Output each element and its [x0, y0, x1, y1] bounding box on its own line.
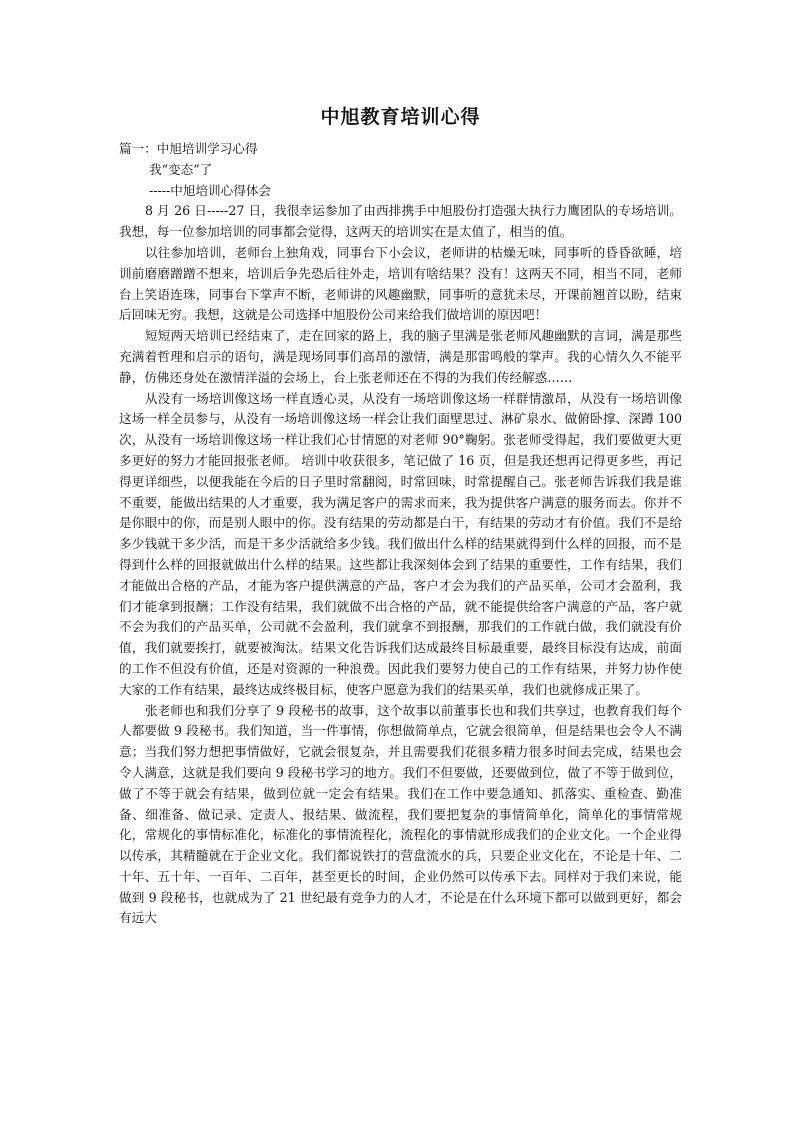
paragraph-3: 短短两天培训已经结束了，走在回家的路上，我的脑子里满是张老师风趣幽默的言词，满是那些充满着哲理和启示的语句，满是现场同事们高昂的激情，满是那雷鸣般的掌声。我的心情久久不能平静，仿佛还身处在激情洋溢的会场上，台上张老师还在不得的为我们传经解惑……: [119, 328, 682, 385]
paragraph-5: 张老师也和我们分享了 9 段秘书的故事，这个故事以前董事长也和我们共享过，也教育我们每个人都要做 9 段秘书。我们知道，当一件事情，你想做简单点，它就会很简单，但是结果也会令人不满意；当我们努力想把事情做好，它就会很复杂，并且需要我们花很多精力很多时间去完成，结果也会令人满意，这就是我们要向 9 段秘书学习的地方。我们不但要做，还要做到位，做了不等于做到位，做了不等于就会有结果，做到位就一定会有结果。我们在工作中要急通知、抓落实、重检查、勤准备、细准备、做记录、定责人、报结果、做流程，我们要把复杂的事情简单化，简单化的事情常规化，常规化的事情标准化，标准化的事情流程化，流程化的事情就形成我们的企业文化。一个企业得以传承，其精髓就在于企业文化。我们都说铁打的营盘流水的兵，只要企业文化在，不论是十年、二十年、五十年、一百年、二百年，甚至更长的时间，企业仍然可以传承下去。同样对于我们来说，能做到 9 段秘书，也就成为了 21 世纪最有竞争力的人才，不论是在什么环境下都可以做到更好，都会有远大: [119, 702, 682, 926]
paragraph-2: 以往参加培训，老师台上独角戏，同事台下小会议，老师讲的枯燥无味，同事听的昏昏欲睡，培训前磨磨蹭蹭不想来，培训后争先恐后往外走，培训有啥结果？没有！这两天不同，相当不同，老师台上笑语连珠，同事台下掌声不断，老师讲的风趣幽默，同事听的意犹未尽，开课前翘首以盼，结束后回味无穷。我想，这就是公司选择中旭股份公司来给我们做培训的原因吧！: [119, 244, 682, 323]
paragraph-4: 从没有一场培训像这场一样直透心灵，从没有一场培训像这场一样群情激昂，从没有一场培训像这场一样全员参与，从没有一场培训像这场一样会让我们面壁思过、淋矿泉水、做俯卧撑、深蹲 100 次，从没有一场培训像这场一样让我们心甘情愿的对老师 90°鞠躬。张老师受得起，我们要做更大更多更好的努力才能回报张老师。 培训中收获很多，笔记做了 16 页，但是我还想再记得更多些，再记得更详细些，以便我能在今后的日子里时常翻阅，时常回味，时常提醒自己。张老师告诉我们我是谁不重要，能做出结果的人才重要，我为满足客户的需求而来，我为提供客户满意的服务而去。你并不是你眼中的你，而是别人眼中的你。没有结果的劳动都是白干，有结果的劳动才有价值。我们不是给多少钱就干多少活，而是干多少活就给多少钱。我们做出什么样的结果就得到什么样的回报，而不是得到什么样的回报就做出什么样的结果。这些都让我深刻体会到了结果的重要性，工作有结果，我们才能做出合格的产品，才能为客户提供满意的产品，客户才会为我们的产品买单，公司才会盈利，我们才能拿到报酬；工作没有结果，我们就做不出合格的产品，就不能提供给客户满意的产品，客户就不会为我们的产品买单，公司就不会盈利，我们就拿不到报酬，那我们的工作就白做，我们就没有价值，我们就要挨打，就要被淘汰。结果文化告诉我们达成最终目标最重要，最终目标没有达成，前面的工作不但没有价值，还是对资源的一种浪费。因此我们要努力使自己的工作有结果，并努力协作使大家的工作有结果，最终达成终极目标，使客户愿意为我们的结果买单，我们也就修成正果了。: [119, 390, 682, 697]
document-body: [119, 139, 682, 929]
subtitle-dash: -----中旭培训心得体会: [149, 182, 272, 198]
section-heading: 篇一：中旭培训学习心得: [119, 141, 258, 156]
document-title: 中旭教育培训心得: [320, 106, 481, 128]
paragraph-1: 8 月 26 日-----27 日，我很幸运参加了由西排携手中旭股份打造强大执行力鹰团队的专场培训。我想，每一位参加培训的同事都会觉得，这两天的培训实在是太值了，相当的值。: [119, 203, 682, 240]
subtitle-quote: 我“变态”了: [149, 161, 213, 177]
